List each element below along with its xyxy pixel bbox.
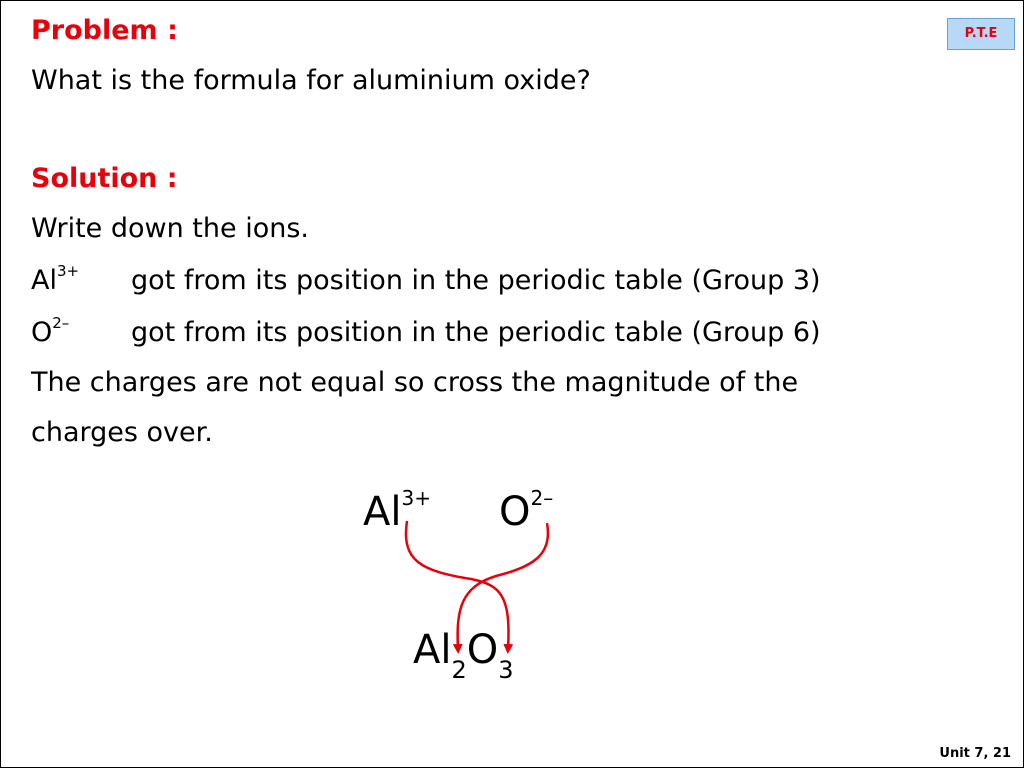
explanation-line-1: The charges are not equal so cross the magnitude of the (31, 367, 799, 398)
diagram-ion-oxide: $O^{2-}$ (499, 485, 554, 535)
diagram-ion-aluminium: $Al^{3+}$ (363, 485, 431, 535)
ion-oxide-text: got from its position in the periodic table (Group 6) (131, 317, 821, 348)
solution-heading: Solution : (31, 163, 178, 194)
slide-footer: Unit 7, 21 (939, 746, 1011, 761)
ion-aluminium: $Al^{3+}$ (31, 262, 80, 296)
ion-aluminium-text: got from its position in the periodic table (Group 3) (131, 265, 821, 296)
ion-oxide: $O^{2-}$ (31, 314, 70, 348)
pte-badge[interactable]: P.T.E (947, 18, 1015, 50)
solution-step-write-ions: Write down the ions. (31, 213, 309, 244)
explanation-line-2: charges over. (31, 417, 213, 448)
product-formula: $Al_2O_3$ (413, 627, 514, 684)
problem-question: What is the formula for aluminium oxide? (31, 65, 591, 96)
problem-heading: Problem : (31, 15, 178, 46)
